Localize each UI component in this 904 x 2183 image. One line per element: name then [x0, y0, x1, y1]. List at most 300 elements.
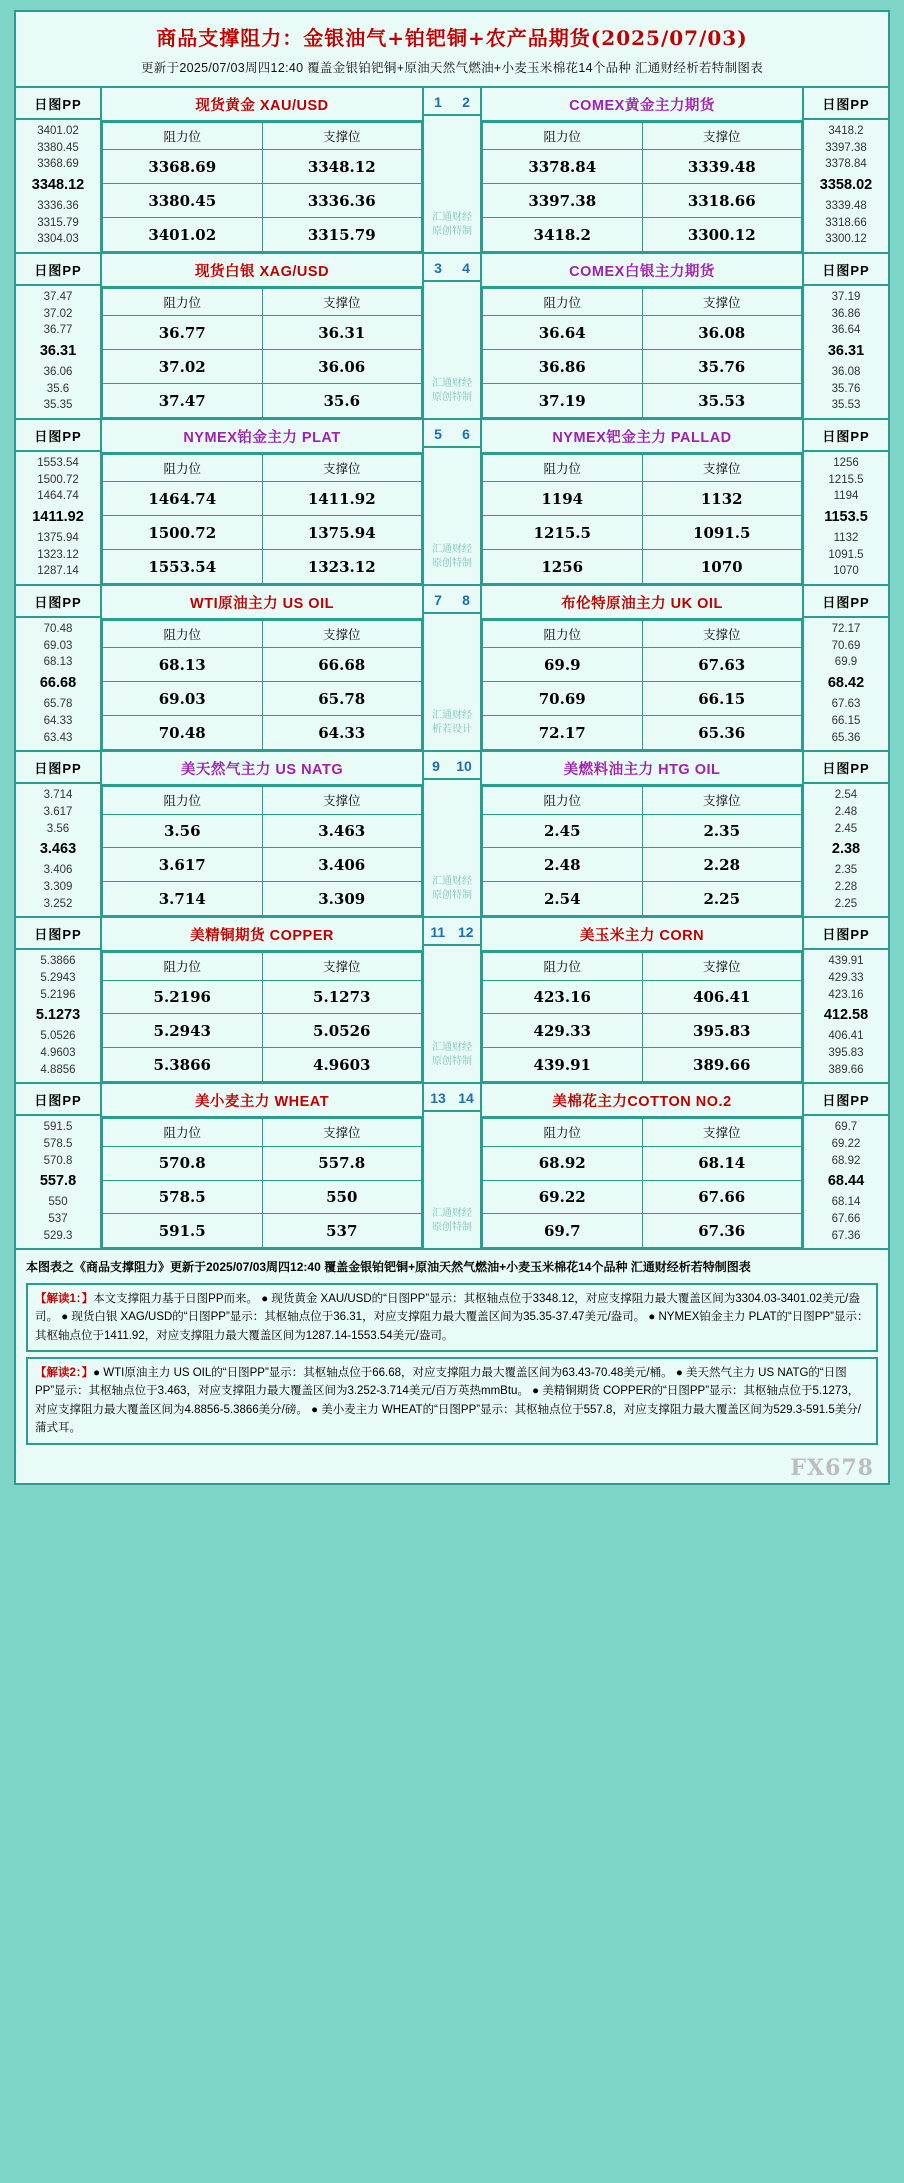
pivot-point-value: 1411.92: [32, 509, 84, 526]
resistance-value: 68.13: [103, 648, 263, 682]
pivot-column-right: [802, 420, 888, 584]
watermark-line-2: 原创特制: [432, 1055, 472, 1067]
pivot-column-header: 日图PP: [804, 254, 888, 286]
instrument-panel: [482, 752, 802, 916]
header: [16, 12, 888, 88]
instrument-panel: [102, 586, 422, 750]
block-index-numbers: [424, 420, 480, 448]
block-index: 14: [458, 1090, 474, 1107]
instrument-panel: [482, 88, 802, 252]
support-header: 支撑位: [642, 621, 802, 648]
pivot-level-value: 3368.69: [37, 158, 79, 171]
pivot-value-list: [804, 618, 888, 750]
pivot-level-value: 3336.36: [37, 200, 79, 213]
support-value: 1411.92: [262, 482, 422, 516]
table-row: [103, 184, 422, 218]
table-row: [103, 814, 422, 848]
support-resistance-table: [102, 454, 422, 584]
resistance-value: 1553.54: [103, 550, 263, 584]
instrument-panel: [102, 918, 422, 1082]
support-header: 支撑位: [262, 1119, 422, 1146]
table-row: [103, 1180, 422, 1214]
table-row: [103, 980, 422, 1014]
instrument-name: 现货黄金 XAU/USD: [102, 88, 422, 122]
support-value: 537: [262, 1214, 422, 1248]
table-row: [483, 184, 802, 218]
table-row: [103, 150, 422, 184]
pivot-column-header: 日图PP: [804, 420, 888, 452]
support-header: 支撑位: [262, 787, 422, 814]
pivot-level-value: 3397.38: [825, 141, 867, 154]
pivot-value-list: [16, 120, 100, 252]
pivot-level-value: 5.2943: [40, 971, 76, 984]
block-index-numbers: [424, 752, 480, 780]
pivot-level-value: 2.25: [834, 897, 858, 910]
watermark: [432, 780, 472, 916]
pivot-level-value: 67.63: [831, 698, 861, 711]
pivot-level-value: 35.35: [43, 399, 73, 412]
block-index: 7: [434, 592, 442, 609]
instrument-panel: [102, 254, 422, 418]
block-index-column: [422, 420, 482, 584]
instrument-panel: [482, 1084, 802, 1248]
table-header-row: [483, 1119, 802, 1146]
pivot-level-value: 3300.12: [825, 233, 867, 246]
pivot-column-right: [802, 254, 888, 418]
watermark: [432, 448, 472, 584]
resistance-value: 3.617: [103, 848, 263, 882]
resistance-header: 阻力位: [483, 455, 643, 482]
note-2-title: 【解读2：】: [35, 1367, 94, 1380]
table-header-row: [103, 289, 422, 316]
pivot-column-header: 日图PP: [804, 918, 888, 950]
support-resistance-table: [482, 620, 802, 750]
block-index-numbers: [424, 88, 480, 116]
block-index: 4: [462, 260, 470, 277]
pivot-column-right: [802, 1084, 888, 1248]
support-value: 1070: [642, 550, 802, 584]
pivot-value-list: [16, 950, 100, 1082]
support-value: 1375.94: [262, 516, 422, 550]
support-header: 支撑位: [642, 289, 802, 316]
resistance-header: 阻力位: [483, 123, 643, 150]
watermark-line-2: 原创特制: [432, 557, 472, 569]
table-row: [483, 882, 802, 916]
pivot-value-list: [804, 950, 888, 1082]
resistance-value: 70.48: [103, 716, 263, 750]
instrument-panel: [102, 752, 422, 916]
pivot-level-value: 4.9603: [40, 1046, 76, 1059]
table-header-row: [483, 123, 802, 150]
pivot-point-value: 557.8: [39, 1173, 77, 1190]
pivot-column-left: [16, 918, 102, 1082]
resistance-value: 72.17: [483, 716, 643, 750]
pivot-value-list: [16, 784, 100, 916]
table-row: [103, 648, 422, 682]
support-resistance-table: [482, 1118, 802, 1248]
pivot-level-value: 36.06: [43, 366, 73, 379]
pivot-level-value: 537: [48, 1212, 68, 1225]
table-row: [483, 814, 802, 848]
support-value: 550: [262, 1180, 422, 1214]
pivot-level-value: 72.17: [831, 623, 861, 636]
instrument-name: COMEX白银主力期货: [482, 254, 802, 288]
watermark: [432, 946, 472, 1082]
note-2-text: ● WTI原油主力 US OIL的“日图PP”显示：其枢轴点位于66.68，对应支撑阻力最大覆盖区间为63.43-70.48美元/桶。 ● 美天然气主力 US NATG的“日图PP”显示：其枢轴点位于3.463，对应支撑阻力最大覆盖区间为3.252-3.714美元/百万英热mmBtu。 ● 美精铜期货 COPPER的“日图PP”显示：其枢轴点位于5.1273，对应支撑阻力最大覆盖区间为4.8856-5.3866美分/磅。 ● 美小麦主力 WHEAT的“日图PP”显示：其枢轴点位于557.8，对应支撑阻力最大覆盖区间为529.3-591.5美分/蒲式耳。: [35, 1367, 861, 1435]
pivot-point-value: 36.31: [827, 343, 865, 360]
pivot-level-value: 69.22: [831, 1137, 861, 1150]
table-row: [483, 1180, 802, 1214]
support-resistance-table: [102, 952, 422, 1082]
table-row: [103, 848, 422, 882]
instrument-panel: [482, 918, 802, 1082]
instrument-block: [16, 252, 888, 418]
resistance-value: 2.48: [483, 848, 643, 882]
pivot-level-value: 3.56: [46, 822, 70, 835]
instrument-panel: [102, 420, 422, 584]
resistance-value: 3378.84: [483, 150, 643, 184]
pivot-column-left: [16, 752, 102, 916]
page-title: 商品支撑阻力：金银油气+铂钯铜+农产品期货(2025/07/03): [156, 26, 748, 50]
support-value: 3336.36: [262, 184, 422, 218]
resistance-value: 2.54: [483, 882, 643, 916]
pivot-point-value: 2.38: [831, 841, 861, 858]
resistance-value: 591.5: [103, 1214, 263, 1248]
table-header-row: [103, 621, 422, 648]
instrument-block: [16, 88, 888, 252]
watermark: [432, 282, 472, 418]
pivot-level-value: 36.64: [831, 324, 861, 337]
block-index: 12: [458, 924, 474, 941]
support-value: 406.41: [642, 980, 802, 1014]
resistance-value: 1215.5: [483, 516, 643, 550]
resistance-value: 570.8: [103, 1146, 263, 1180]
resistance-value: 1464.74: [103, 482, 263, 516]
support-value: 3.406: [262, 848, 422, 882]
pivot-level-value: 1323.12: [37, 548, 79, 561]
pivot-level-value: 3.406: [43, 864, 73, 877]
support-resistance-table: [102, 1118, 422, 1248]
support-value: 66.68: [262, 648, 422, 682]
watermark-line-2: 析若设计: [432, 723, 472, 735]
resistance-value: 3368.69: [103, 150, 263, 184]
table-header-row: [103, 1119, 422, 1146]
support-header: 支撑位: [642, 953, 802, 980]
pivot-level-value: 69.03: [43, 639, 73, 652]
pivot-level-value: 70.69: [831, 639, 861, 652]
instrument-block: [16, 916, 888, 1082]
pivot-value-list: [16, 618, 100, 750]
table-row: [483, 1014, 802, 1048]
block-index: 13: [430, 1090, 446, 1107]
pivot-level-value: 2.28: [834, 880, 858, 893]
chart-sheet: [14, 10, 890, 1485]
support-resistance-table: [482, 288, 802, 418]
support-resistance-table: [102, 786, 422, 916]
pivot-level-value: 1194: [833, 490, 859, 503]
support-header: 支撑位: [262, 123, 422, 150]
table-row: [103, 482, 422, 516]
pivot-level-value: 1091.5: [828, 548, 864, 561]
note-1: [26, 1283, 878, 1352]
instrument-panel: [102, 88, 422, 252]
support-value: 64.33: [262, 716, 422, 750]
pivot-value-list: [16, 452, 100, 584]
pivot-column-header: 日图PP: [16, 752, 100, 784]
block-index-numbers: [424, 586, 480, 614]
support-value: 67.66: [642, 1180, 802, 1214]
pivot-level-value: 2.54: [834, 789, 858, 802]
instrument-name: COMEX黄金主力期货: [482, 88, 802, 122]
resistance-header: 阻力位: [103, 455, 263, 482]
support-resistance-table: [102, 288, 422, 418]
resistance-header: 阻力位: [483, 787, 643, 814]
pivot-level-value: 1215.5: [828, 473, 864, 486]
pivot-level-value: 429.33: [828, 971, 864, 984]
pivot-level-value: 2.35: [834, 864, 858, 877]
support-value: 66.15: [642, 682, 802, 716]
pivot-column-left: [16, 254, 102, 418]
pivot-value-list: [16, 1116, 100, 1248]
resistance-value: 578.5: [103, 1180, 263, 1214]
watermark-line-1: 汇通财经: [432, 544, 472, 556]
table-row: [483, 1214, 802, 1248]
pivot-column-left: [16, 586, 102, 750]
pivot-level-value: 70.48: [43, 623, 73, 636]
resistance-value: 3.56: [103, 814, 263, 848]
watermark-line-1: 汇通财经: [432, 710, 472, 722]
instrument-name: 美燃料油主力 HTG OIL: [482, 752, 802, 786]
resistance-header: 阻力位: [483, 1119, 643, 1146]
table-row: [483, 350, 802, 384]
resistance-header: 阻力位: [483, 953, 643, 980]
pivot-level-value: 67.66: [831, 1212, 861, 1225]
table-row: [483, 550, 802, 584]
pivot-level-value: 1500.72: [37, 473, 79, 486]
block-index-column: [422, 1084, 482, 1248]
pivot-level-value: 69.9: [834, 656, 858, 669]
pivot-level-value: 5.2196: [40, 988, 76, 1001]
resistance-value: 69.7: [483, 1214, 643, 1248]
resistance-value: 5.2943: [103, 1014, 263, 1048]
support-value: 3348.12: [262, 150, 422, 184]
pivot-level-value: 3304.03: [37, 233, 79, 246]
pivot-column-right: [802, 586, 888, 750]
pivot-level-value: 65.36: [831, 731, 861, 744]
table-header-row: [483, 621, 802, 648]
pivot-column-left: [16, 1084, 102, 1248]
support-resistance-table: [482, 952, 802, 1082]
resistance-value: 69.03: [103, 682, 263, 716]
pivot-column-right: [802, 88, 888, 252]
watermark-line-1: 汇通财经: [432, 1208, 472, 1220]
pivot-level-value: 68.92: [831, 1154, 861, 1167]
support-value: 3318.66: [642, 184, 802, 218]
brand-watermark: FX678: [790, 1454, 874, 1481]
table-row: [483, 980, 802, 1014]
footer: [16, 1248, 888, 1452]
support-value: 3339.48: [642, 150, 802, 184]
block-index: 5: [434, 426, 442, 443]
watermark-line-1: 汇通财经: [432, 378, 472, 390]
block-index: 9: [432, 758, 440, 775]
resistance-value: 36.77: [103, 316, 263, 350]
note-2: [26, 1357, 878, 1445]
table-row: [103, 516, 422, 550]
resistance-value: 1256: [483, 550, 643, 584]
resistance-header: 阻力位: [483, 621, 643, 648]
watermark-line-2: 原创特制: [432, 889, 472, 901]
table-header-row: [103, 787, 422, 814]
pivot-level-value: 3.252: [43, 897, 73, 910]
support-value: 2.35: [642, 814, 802, 848]
pivot-level-value: 389.66: [828, 1063, 864, 1076]
support-value: 2.28: [642, 848, 802, 882]
resistance-value: 1194: [483, 482, 643, 516]
pivot-level-value: 1375.94: [37, 532, 79, 545]
support-value: 3.309: [262, 882, 422, 916]
pivot-point-value: 3358.02: [819, 177, 873, 194]
pivot-level-value: 35.76: [831, 382, 861, 395]
resistance-value: 5.2196: [103, 980, 263, 1014]
support-value: 36.31: [262, 316, 422, 350]
resistance-value: 3397.38: [483, 184, 643, 218]
support-value: 2.25: [642, 882, 802, 916]
pivot-level-value: 423.16: [828, 988, 864, 1001]
pivot-level-value: 66.15: [831, 714, 861, 727]
pivot-value-list: [804, 286, 888, 418]
pivot-level-value: 3318.66: [825, 216, 867, 229]
resistance-value: 3.714: [103, 882, 263, 916]
table-row: [483, 1146, 802, 1180]
instrument-name: 美天然气主力 US NATG: [102, 752, 422, 786]
table-row: [483, 218, 802, 252]
pivot-level-value: 36.86: [831, 307, 861, 320]
table-header-row: [103, 123, 422, 150]
pivot-level-value: 65.78: [43, 698, 73, 711]
pivot-level-value: 1070: [833, 565, 859, 578]
pivot-level-value: 591.5: [43, 1121, 73, 1134]
resistance-header: 阻力位: [483, 289, 643, 316]
pivot-column-header: 日图PP: [16, 420, 100, 452]
support-value: 3.463: [262, 814, 422, 848]
support-value: 35.76: [642, 350, 802, 384]
instrument-name: 美精铜期货 COPPER: [102, 918, 422, 952]
block-index: 2: [462, 94, 470, 110]
resistance-value: 37.47: [103, 384, 263, 418]
block-index-numbers: [424, 254, 480, 282]
pivot-level-value: 64.33: [43, 714, 73, 727]
table-header-row: [103, 953, 422, 980]
pivot-value-list: [804, 120, 888, 252]
pivot-column-header: 日图PP: [16, 254, 100, 286]
pivot-level-value: 578.5: [43, 1137, 73, 1150]
pivot-level-value: 4.8856: [40, 1063, 76, 1076]
resistance-value: 69.9: [483, 648, 643, 682]
table-header-row: [483, 953, 802, 980]
resistance-value: 5.3866: [103, 1048, 263, 1082]
instrument-block: [16, 1082, 888, 1248]
table-row: [483, 1048, 802, 1082]
instrument-panel: [482, 586, 802, 750]
table-header-row: [483, 289, 802, 316]
block-index-column: [422, 586, 482, 750]
support-header: 支撑位: [262, 621, 422, 648]
instrument-name: WTI原油主力 US OIL: [102, 586, 422, 620]
pivot-point-value: 36.31: [39, 343, 77, 360]
pivot-level-value: 1553.54: [37, 457, 79, 470]
pivot-level-value: 3.309: [43, 880, 73, 893]
resistance-value: 68.92: [483, 1146, 643, 1180]
pivot-point-value: 3.463: [39, 841, 77, 858]
pivot-level-value: 2.48: [834, 805, 858, 818]
resistance-value: 3418.2: [483, 218, 643, 252]
instrument-name: 布伦特原油主力 UK OIL: [482, 586, 802, 620]
watermark-line-2: 原创特制: [432, 1221, 472, 1233]
support-value: 1323.12: [262, 550, 422, 584]
block-index: 11: [430, 924, 446, 941]
block-index-column: [422, 752, 482, 916]
table-row: [103, 716, 422, 750]
pivot-level-value: 2.45: [834, 822, 858, 835]
pivot-point-value: 68.42: [827, 675, 865, 692]
block-index: 3: [434, 260, 442, 277]
resistance-value: 3401.02: [103, 218, 263, 252]
pivot-point-value: 3348.12: [31, 177, 85, 194]
table-row: [103, 350, 422, 384]
support-resistance-table: [102, 620, 422, 750]
support-resistance-table: [102, 122, 422, 252]
support-header: 支撑位: [262, 289, 422, 316]
resistance-value: 439.91: [483, 1048, 643, 1082]
watermark: [432, 1112, 472, 1248]
watermark-line-1: 汇通财经: [432, 876, 472, 888]
table-row: [483, 516, 802, 550]
support-header: 支撑位: [262, 953, 422, 980]
support-header: 支撑位: [262, 455, 422, 482]
instrument-block: [16, 418, 888, 584]
pivot-level-value: 1256: [833, 457, 859, 470]
instrument-name: 美小麦主力 WHEAT: [102, 1084, 422, 1118]
pivot-level-value: 67.36: [831, 1229, 861, 1242]
block-index: 1: [434, 94, 442, 110]
watermark-line-1: 汇通财经: [432, 212, 472, 224]
pivot-value-list: [804, 1116, 888, 1248]
pivot-column-header: 日图PP: [804, 88, 888, 120]
pivot-level-value: 69.7: [834, 1121, 858, 1134]
support-header: 支撑位: [642, 455, 802, 482]
pivot-level-value: 63.43: [43, 731, 73, 744]
pivot-level-value: 1287.14: [37, 565, 79, 578]
block-index: 10: [456, 758, 472, 775]
resistance-value: 37.02: [103, 350, 263, 384]
pivot-value-list: [804, 784, 888, 916]
pivot-level-value: 3315.79: [37, 216, 79, 229]
support-value: 1091.5: [642, 516, 802, 550]
resistance-header: 阻力位: [103, 123, 263, 150]
pivot-column-left: [16, 88, 102, 252]
table-row: [103, 1214, 422, 1248]
table-row: [103, 550, 422, 584]
page-subtitle: 更新于2025/07/03周四12:40 覆盖金银铂钯铜+原油天然气燃油+小麦玉米棉花14个品种 汇通财经析若特制图表: [141, 61, 763, 75]
instrument-panel: [482, 254, 802, 418]
pivot-column-right: [802, 918, 888, 1082]
support-value: 395.83: [642, 1014, 802, 1048]
pivot-value-list: [16, 286, 100, 418]
support-value: 35.6: [262, 384, 422, 418]
table-row: [103, 1146, 422, 1180]
support-header: 支撑位: [642, 1119, 802, 1146]
